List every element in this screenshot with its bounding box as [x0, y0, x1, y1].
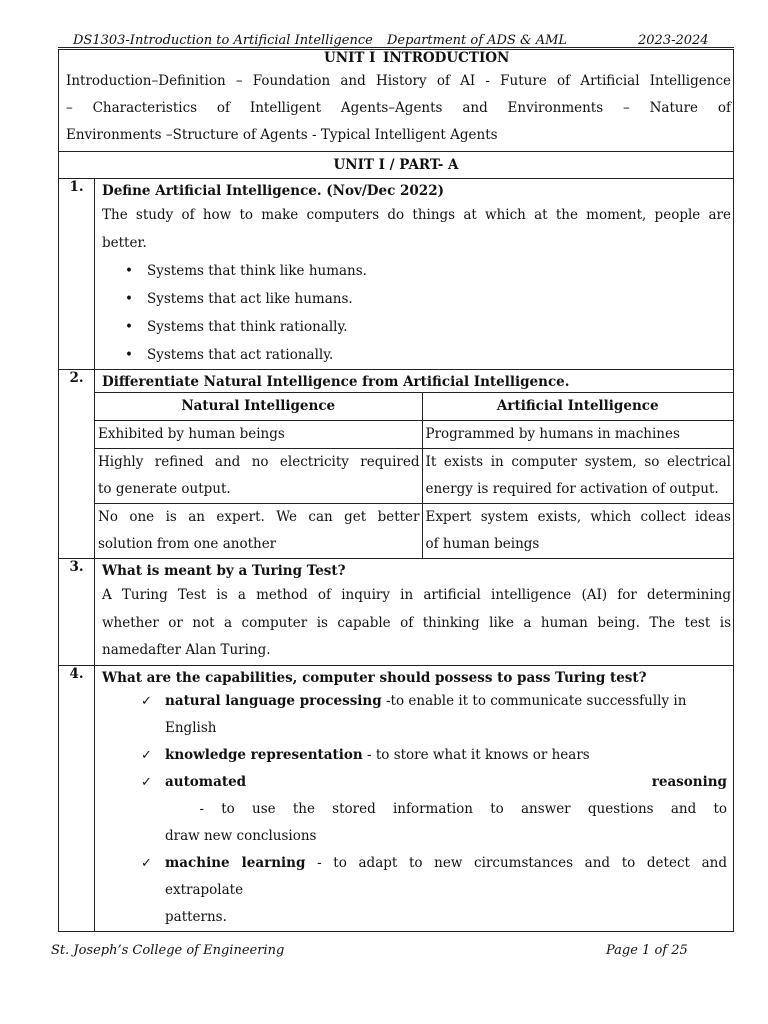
- question-row-3: [59, 559, 734, 666]
- check-icon: ✓: [141, 855, 152, 871]
- cell-line: to generate output.: [98, 481, 231, 497]
- capability-desc: -to enable it to communicate successfully in English: [165, 692, 687, 736]
- question-number: 4.: [59, 665, 95, 931]
- unit-title: INTRODUCTION: [383, 50, 510, 66]
- cell-line: It exists in computer system, so electrical: [425, 454, 731, 470]
- question-title: What are the capabilities, computer should possess to pass Turing test?: [102, 669, 647, 686]
- cell-line: solution from one another: [98, 536, 277, 552]
- list-item: • Systems that think like humans.: [147, 257, 733, 285]
- list-item: [141, 688, 727, 742]
- part-heading: UNIT I / PART- A: [59, 152, 734, 179]
- answer-line: namedafter Alan Turing.: [102, 642, 271, 658]
- question-title: Define Artificial Intelligence. (Nov/Dec 2022): [102, 183, 444, 199]
- table-row: [95, 421, 733, 449]
- header-year: 2023-2024: [638, 33, 709, 48]
- answer-line: better.: [102, 234, 147, 251]
- unit-label: UNIT I: [324, 50, 376, 66]
- table-header-row: [95, 393, 733, 421]
- syllabus-line-1: Introduction–Definition – Foundation and History of AI - Future of Artificial Intelligence: [66, 73, 731, 89]
- column-header-artificial: Artificial Intelligence: [422, 393, 733, 421]
- footer-page-number: Page 1 of 25: [606, 943, 688, 958]
- capability-desc: - to store what it knows or hears: [362, 746, 590, 763]
- capability-term: natural language processing: [165, 692, 382, 709]
- question-body: [95, 370, 734, 559]
- header-course: DS1303-Introduction to Artificial Intelligence: [73, 33, 373, 48]
- cell-line: Highly refined and no electricity required: [98, 454, 420, 470]
- list-item: • Systems that act like humans.: [147, 285, 733, 313]
- question-body: [95, 179, 734, 370]
- capability-desc: - to use the stored information to answer questions and to: [165, 800, 727, 817]
- question-number: 3.: [59, 559, 95, 666]
- list-item: • Systems that think rationally.: [147, 313, 733, 341]
- capability-term: knowledge representation: [165, 746, 363, 763]
- cell-line: Expert system exists, which collect ideas: [425, 509, 731, 525]
- check-icon: ✓: [141, 774, 152, 790]
- question-number: 2.: [59, 370, 95, 559]
- check-icon: ✓: [141, 693, 152, 709]
- capability-continuation: draw new conclusions: [165, 827, 317, 844]
- question-row-4: [59, 665, 734, 931]
- table-cell: [422, 421, 733, 449]
- answer-line: whether or not a computer is capable of thinking like a human being. The test is: [102, 614, 731, 631]
- table-cell: [95, 504, 422, 559]
- unit-row: [59, 50, 734, 152]
- answer-line: The study of how to make computers do things at which at the moment, people are: [102, 207, 731, 223]
- syllabus-line-3: Environments –Structure of Agents - Typical Intelligent Agents: [66, 127, 498, 143]
- check-icon: ✓: [141, 747, 152, 763]
- capability-desc: - to adapt to new circumstances and to detect and extrapolate: [165, 854, 727, 898]
- footer-college: St. Joseph’s College of Engineering: [51, 943, 285, 958]
- cell-line: Programmed by humans in machines: [425, 426, 680, 442]
- cell-line: of human beings: [425, 536, 540, 552]
- cell-line: No one is an expert. We can get better: [98, 509, 420, 525]
- list-item: [141, 850, 727, 931]
- header-department: Department of ADS & AML: [387, 33, 568, 48]
- table-cell: [95, 421, 422, 449]
- answer-line: A Turing Test is a method of inquiry in artificial intelligence (AI) for determining: [102, 587, 731, 603]
- unit-cell: [59, 50, 734, 152]
- capability-term: machine learning: [165, 854, 306, 871]
- question-title: What is meant by a Turing Test?: [102, 563, 346, 579]
- question-row-1: [59, 179, 734, 370]
- question-bank-table: [58, 49, 734, 932]
- definition-list: [95, 257, 733, 369]
- list-item: [141, 742, 727, 769]
- question-row-2: [59, 370, 734, 559]
- table-cell: [95, 449, 422, 504]
- cell-line: Exhibited by human beings: [98, 426, 285, 442]
- question-number: 1.: [59, 179, 95, 370]
- table-row: [95, 449, 733, 504]
- unit-heading: [59, 50, 733, 68]
- capability-term: automated reasoning: [165, 773, 727, 790]
- capability-list: [95, 688, 733, 931]
- table-cell: [422, 449, 733, 504]
- question-body: [95, 559, 734, 666]
- cell-line: energy is required for activation of output.: [425, 481, 719, 497]
- column-header-natural: Natural Intelligence: [95, 393, 422, 421]
- list-item: • Systems that act rationally.: [147, 341, 733, 369]
- comparison-table: [95, 392, 733, 558]
- header-rule: [58, 47, 734, 48]
- question-body: [95, 665, 734, 931]
- syllabus-line-2: – Characteristics of Intelligent Agents–Agents and Environments – Nature of: [66, 100, 731, 116]
- part-row: [59, 152, 734, 179]
- question-title: Differentiate Natural Intelligence from Artificial Intelligence.: [102, 374, 570, 390]
- capability-continuation: patterns.: [165, 908, 227, 925]
- table-cell: [422, 504, 733, 559]
- list-item: [141, 769, 727, 850]
- table-row: [95, 504, 733, 559]
